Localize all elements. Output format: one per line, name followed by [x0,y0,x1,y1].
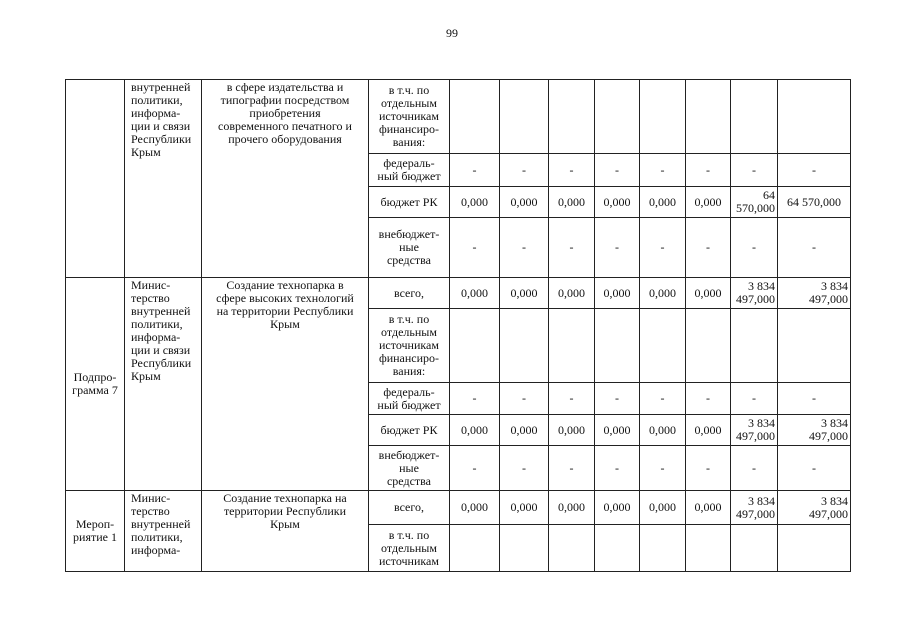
funding-source-cell [369,218,450,278]
value-cell [731,491,778,525]
value-cell-text: - [660,460,665,475]
value-cell-text: - [522,162,526,177]
value-cell-text: 0,000 [510,500,538,514]
value-cell [640,218,686,278]
value-cell-text: 0,000 [649,500,676,514]
value-cell-text: 3 834 497,000 [736,416,775,443]
value-cell [549,446,595,491]
value-cell [686,525,731,572]
measure-name-cell-text: Создание технопарка в сфере высоких технологий на территории Республики Крым [216,278,354,331]
value-cell [731,525,778,572]
value-cell [778,525,851,572]
value-cell [778,154,851,187]
table-row [66,278,851,309]
value-cell [549,309,595,383]
value-cell [500,415,549,446]
value-cell [549,383,595,415]
value-cell-text: 0,000 [510,194,538,209]
value-cell-text: 0,000 [510,285,538,300]
value-cell-text: - [812,460,816,475]
value-cell [450,218,500,278]
value-cell-text: - [472,240,477,254]
value-cell [640,491,686,525]
value-cell-text: 0,000 [603,285,631,300]
value-cell-text: 0,000 [694,285,722,300]
executor-cell-text: Минис- терство внутренней политики, информа- ции и связи Республики Крым [131,278,192,383]
value-cell [640,309,686,383]
value-cell-text: 0,000 [558,500,585,514]
value-cell [731,383,778,415]
program-cell-text: Мероп- риятие 1 [73,517,117,544]
value-cell [640,446,686,491]
value-cell-text: 0,000 [603,500,631,514]
funding-source-cell-text: в т.ч. по отдельным источникам финансиро- вания: [378,83,440,149]
value-cell [450,383,500,415]
table-row [66,80,851,154]
value-cell-text: 0,000 [461,422,488,437]
value-cell [500,187,549,218]
value-cell [640,154,686,187]
value-cell [549,154,595,187]
executor-cell [125,491,202,572]
funding-source-cell-text: федераль- ный бюджет [377,384,441,412]
value-cell [500,383,549,415]
value-cell [778,491,851,525]
funding-source-cell-text: бюджет РК [380,194,438,209]
funding-source-cell [369,154,450,187]
value-cell [549,187,595,218]
value-cell [500,80,549,154]
value-cell [450,278,500,309]
program-cell [66,491,125,572]
measure-name-cell-text: в сфере издательства и типографии посредством приобретения современного печатного и прочего оборудования [218,80,352,146]
value-cell-text: 0,000 [461,194,488,209]
funding-source-cell-text: в т.ч. по отдельным источникам финансиро- вания: [378,312,440,378]
value-cell [686,154,731,187]
value-cell [549,80,595,154]
funding-source-cell [369,383,450,415]
value-cell-text: 0,000 [603,422,631,437]
value-cell [778,309,851,383]
budget-table [65,79,851,572]
value-cell [595,278,640,309]
value-cell [640,80,686,154]
value-cell-text: - [522,240,526,254]
value-cell [686,491,731,525]
value-cell [450,187,500,218]
funding-source-cell-text: внебюджет- ные средства [378,227,440,267]
executor-cell-text: Минис- терство внутренней политики, информа- [131,491,191,557]
value-cell [778,383,851,415]
value-cell-text: - [752,240,756,254]
value-cell-text: - [752,460,756,475]
value-cell [500,446,549,491]
measure-name-cell [202,278,369,491]
funding-source-cell [369,446,450,491]
funding-source-cell [369,278,450,309]
program-cell-text: Подпро- грамма 7 [72,370,118,397]
value-cell-text: - [660,162,665,177]
value-cell [686,80,731,154]
value-cell [640,187,686,218]
value-cell [500,278,549,309]
value-cell-text: - [472,162,477,177]
value-cell-text: 0,000 [694,194,722,209]
value-cell-text: - [522,391,526,405]
value-cell [500,154,549,187]
value-cell [640,415,686,446]
value-cell-text: - [706,391,710,405]
value-cell-text: - [812,391,816,405]
funding-source-cell-text: внебюджет- ные средства [378,447,440,488]
value-cell [595,383,640,415]
value-cell [686,309,731,383]
value-cell-text: 0,000 [558,422,585,437]
value-cell-text: - [752,391,756,405]
value-cell [450,309,500,383]
measure-name-cell-text: Создание технопарка на территории Республики Крым [223,491,347,531]
value-cell [450,80,500,154]
value-cell-text: 0,000 [649,285,676,300]
funding-source-cell-text: бюджет РК [380,422,438,437]
funding-source-cell [369,187,450,218]
value-cell-text: - [569,162,574,177]
table-row [66,491,851,525]
value-cell [686,383,731,415]
value-cell [450,525,500,572]
value-cell-text: - [615,460,619,475]
executor-cell [125,278,202,491]
value-cell [595,187,640,218]
value-cell-text: 3 834 497,000 [736,493,775,521]
value-cell-text: - [706,460,710,475]
value-cell [450,446,500,491]
value-cell-text: 0,000 [603,194,631,209]
value-cell-text: 0,000 [694,422,722,437]
value-cell [450,415,500,446]
value-cell [778,278,851,309]
value-cell-text: 3 834 497,000 [809,279,848,306]
value-cell [549,415,595,446]
value-cell [450,491,500,525]
value-cell-text: - [472,460,477,475]
value-cell [731,218,778,278]
value-cell-text: - [472,391,477,405]
value-cell-text: - [569,391,574,405]
value-cell-text: - [522,460,526,475]
value-cell-text: 3 834 497,000 [809,416,848,443]
executor-cell [125,80,202,278]
value-cell-text: - [660,240,665,254]
value-cell [595,309,640,383]
value-cell-text: 64 570,000 [736,188,775,215]
value-cell [686,187,731,218]
value-cell [595,491,640,525]
value-cell [731,415,778,446]
value-cell-text: - [615,162,619,177]
funding-source-cell [369,525,450,572]
value-cell [778,187,851,218]
value-cell [686,218,731,278]
value-cell [595,525,640,572]
measure-name-cell [202,491,369,572]
value-cell [686,446,731,491]
program-cell [66,278,125,491]
value-cell-text: - [569,240,574,254]
value-cell-text: 3 834 497,000 [809,493,848,521]
page-number: 99 [446,26,458,40]
value-cell-text: 0,000 [649,194,676,209]
value-cell-text: 3 834 497,000 [736,279,775,306]
value-cell-text: - [812,240,816,254]
value-cell-text: - [706,162,710,177]
value-cell [549,491,595,525]
value-cell [500,491,549,525]
value-cell-text: 0,000 [461,500,488,514]
value-cell [595,218,640,278]
value-cell [549,525,595,572]
measure-name-cell [202,80,369,278]
value-cell [500,309,549,383]
value-cell-text: - [812,162,816,177]
value-cell-text: 64 570,000 [787,194,841,209]
value-cell [595,415,640,446]
value-cell-text: - [752,162,756,177]
funding-source-cell [369,415,450,446]
value-cell-text: 0,000 [694,500,722,514]
value-cell-text: 0,000 [510,422,538,437]
budget-table-body [66,80,851,572]
value-cell [778,80,851,154]
value-cell [731,154,778,187]
value-cell-text: - [660,391,665,405]
funding-source-cell [369,80,450,154]
value-cell-text: - [706,240,710,254]
value-cell [640,278,686,309]
value-cell [549,218,595,278]
value-cell [595,80,640,154]
value-cell [595,446,640,491]
executor-cell-text: внутренней политики, информа- ции и связи Республики Крым [131,80,192,159]
value-cell [778,218,851,278]
value-cell [778,415,851,446]
funding-source-cell [369,491,450,525]
funding-source-cell-text: в т.ч. по отдельным источникам [379,527,439,568]
value-cell [686,415,731,446]
value-cell [731,309,778,383]
value-cell [595,154,640,187]
value-cell [549,278,595,309]
value-cell [731,278,778,309]
funding-source-cell [369,309,450,383]
value-cell [731,80,778,154]
value-cell-text: 0,000 [461,285,488,300]
value-cell [640,383,686,415]
value-cell-text: 0,000 [558,194,585,209]
value-cell [450,154,500,187]
value-cell [686,278,731,309]
value-cell-text: - [615,240,619,254]
value-cell [778,446,851,491]
value-cell-text: 0,000 [649,422,676,437]
funding-source-cell-text: всего, [393,500,425,514]
value-cell-text: - [569,460,574,475]
value-cell [500,525,549,572]
value-cell [500,218,549,278]
funding-source-cell-text: федераль- ный бюджет [377,156,441,183]
value-cell-text: 0,000 [558,285,585,300]
program-cell [66,80,125,278]
funding-source-cell-text: всего, [393,285,425,300]
value-cell [731,187,778,218]
value-cell [731,446,778,491]
value-cell-text: - [615,391,619,405]
value-cell [640,525,686,572]
